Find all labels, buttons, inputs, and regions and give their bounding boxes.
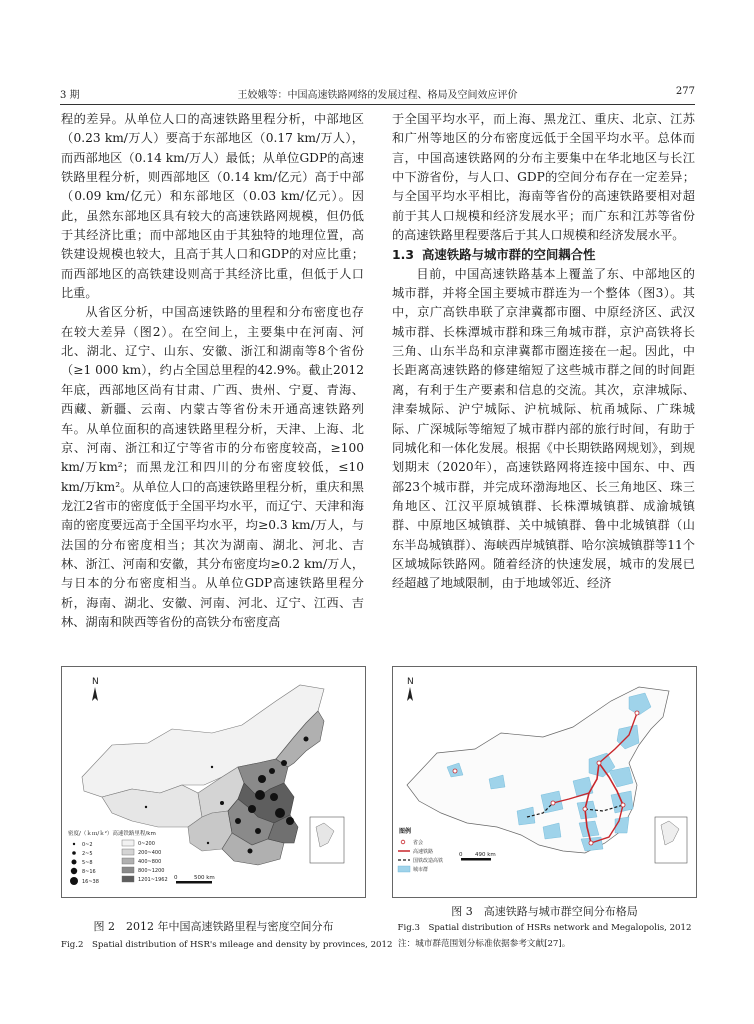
legend-density-label: 5~8 [82,860,93,866]
running-title: 王姣娥等：中国高速铁路网络的发展过程、格局及空间效应评价 [237,90,518,101]
fig2-legend-title: 密度/（ｋｍ/ｋ²）高速铁路里程/km [68,831,156,837]
header-rule [60,104,695,105]
fig3-map [393,667,697,898]
paragraph: 目前，中国高速铁路基本上覆盖了东、中部地区的城市群，并将全国主要城市群连为一个整体（图3）。其中，京广高铁串联了京津冀都市圈、中原经济区、武汉城市群、长株潭城市群和珠三角城市群，京沪高铁将长三角、山东半岛和京津冀都市圈连接在一起。因此，中长距离高速铁路的修建缩短了这些城市群之间的时间距离，有利于生产要素和信息的交流。其次，京津城际、津秦城际、沪宁城际、沪杭城际、杭甬城际、广珠城际、广深城际等缩短了城市群内部的旅行时间，有助于同城化和一体化发展。根据《中长期铁路网规划》，到规划期末（2020年），高速铁路网将连接中国东、中、西部23个城市群，并完成环渤海地区、长三角地区、珠三角地区、江汉平原城镇群、长株潭城镇群、成渝城镇群、中原地区城镇群、关中城镇群、鲁中北城镇群（山东半岛城镇群）、海峡西岸城镇群、哈尔滨城镇群等11个区域城际铁路网。随着经济的快速发展，城市的发展已经超越了地域限制，由于地域邻近、经济 [392,266,695,591]
legend-length-label: 400~800 [138,859,162,865]
legend-density-label: 0~2 [82,842,93,848]
fig2-map [62,667,366,898]
density-marker [220,801,224,805]
legend-length-label: 800~1200 [138,868,165,874]
fig3-scale-bar [459,852,496,861]
scale-label: 500 km [194,875,215,881]
capital-marker [551,801,555,805]
density-marker [270,793,278,801]
density-marker [248,849,253,854]
capital-marker [583,807,587,811]
density-marker [258,775,266,783]
paragraph: 程的差异。从单位人口的高速铁路里程分析，中部地区（0.23 km/万人）要高于东部地区（0.17 km/万人），而西部地区（0.14 km/万人）最低；从单位GDP的高速铁路里程分析，则西部地区（0.14 km/亿元）高于中部（0.09 km/亿元）和东部地区（0.03 km/亿元）。因此，虽然东部地区具有较大的高速铁路网规模，但仍低于其经济比重；而中部地区由于其独特的地理位置，高铁建设规模也较大，且高于其人口和GDP的对应比重；而西部地区的高铁建设则高于其经济比重，但低于人口比重。 [61,112,364,301]
fig2-legend-density [70,842,99,885]
density-marker [255,790,265,800]
figure-3-note: 注：城市群范围划分标准依据参考文献[27]。 [398,939,571,949]
capital-marker [597,761,601,765]
legend-swatch [122,876,134,882]
legend-megalopolis-symbol [398,866,410,872]
fig3-legend-title: 图例 [399,828,412,835]
capital-marker [621,803,625,807]
density-marker [255,828,261,834]
figure-3 [392,666,697,898]
legend-label: 国铁改造高铁 [413,858,444,864]
left-text-column [61,110,364,632]
legend-label: 城市群 [413,867,429,873]
north-arrow-icon [92,687,98,701]
north-label: N [407,677,414,687]
page-number: 277 [675,86,695,97]
legend-density-label: 2~5 [82,851,93,857]
paragraph: 于全国平均水平，而上海、黑龙江、重庆、北京、江苏和广州等地区的分布密度远低于全国平均水平。总体而言，中国高速铁路网的分布主要集中在华北地区与长江中下游省份，与人口、GDP的空间分布存在一定差异；与全国平均水平相比，海南等省份的高速铁路要相对超前于其人口规模和经济发展水平；而广东和江苏等省份的高速铁路里程要落后于其人口规模和经济发展水平。 [392,112,695,243]
fig2-province-light [82,685,324,797]
density-marker [145,806,147,808]
legend-density-label: 8~16 [82,869,96,875]
scale-zero: 0 [459,852,463,858]
density-marker [304,737,309,742]
figure-3-caption-en: Fig.3 Spatial distribution of HSRs network and Megalopolis, 2012 [397,923,692,933]
right-text-column [392,110,695,594]
figure-2 [61,666,366,898]
capital-marker [635,711,639,715]
legend-symbol [70,877,78,885]
legend-swatch [122,849,134,855]
legend-length-label: 0~200 [138,841,155,847]
fig2-legend-length [122,840,168,883]
density-marker [248,805,256,813]
density-marker [269,768,275,774]
legend-density-label: 16~38 [82,879,99,885]
capital-marker [589,841,593,845]
density-marker [275,808,285,818]
figure-3-caption-cn: 图 3 高速铁路与城市群空间分布格局 [451,905,638,918]
figure-2-caption-en: Fig.2 Spatial distribution of HSR's mileage and density by provinces, 2012 [61,940,393,950]
legend-swatch [122,867,134,873]
legend-length-label: 200~400 [138,850,162,856]
legend-label: 省会 [413,840,424,846]
section-heading [392,245,695,264]
legend-symbol [73,843,75,845]
running-header [60,86,695,102]
density-marker [281,760,287,766]
legend-swatch [122,840,134,846]
fig2-scale-bar [174,875,215,884]
density-marker [235,818,241,824]
fig3-legend [398,827,443,873]
section-title: 高速铁路与城市群的空间耦合性 [421,247,596,263]
legend-label: 高速铁路 [413,849,434,855]
scale-zero: 0 [174,875,178,881]
density-marker [211,766,213,768]
legend-symbol [72,860,77,865]
legend-swatch [122,858,134,864]
north-label: N [92,677,99,687]
legend-length-label: 1201~1962 [138,877,168,883]
figure-2-caption-cn: 图 2 2012 年中国高速铁路里程与密度空间分布 [93,920,334,933]
scale-bar [461,858,491,861]
section-number: 1.3 [392,247,414,263]
scale-bar [176,881,212,884]
legend-capital-symbol [401,840,405,844]
scale-label: 490 km [475,852,496,858]
legend-symbol [71,868,77,874]
capital-marker [453,769,457,773]
issue-number: 3 期 [60,90,80,101]
paragraph: 从省区分析，中国高速铁路的里程和分布密度也存在较大差异（图2）。在空间上，主要集中在河南、河北、湖北、辽宁、山东、安徽、浙江和湖南等8个省份（≥1 000 km），约占全国总里程的42.9%。截止2012年底，西部地区尚有甘肃、广西、贵州、宁夏、青海、西藏、新疆、云南、内蒙古等省份未开通高速铁路列车。从单位面积的高速铁路里程分析，天津、上海、北京、河南、浙江和辽宁等省市的分布密度较高，≥100 km/万km²；而黑龙江和四川的分布密度较低，≤10 km/万km²。从单位人口的高速铁路里程分析，重庆和黑龙江2省市的密度低于全国平均水平，而辽宁、天津和海南的密度要远高于全国平均水平，均≥0.3 km/万人，与法国的分布密度相当；其次为湖南、湖北、河北、吉林、浙江、河南和安徽，其分布密度均≥0.2 km/万人，与日本的分布密度相当。从单位GDP高速铁路里程分析，海南、湖北、安徽、河南、河北、辽宁、江西、吉林、湖南和陕西等省份的高铁分布密度高 [61,305,365,629]
density-marker [207,842,209,844]
legend-symbol [72,851,76,855]
north-arrow-icon [407,687,413,701]
density-marker [286,817,294,825]
